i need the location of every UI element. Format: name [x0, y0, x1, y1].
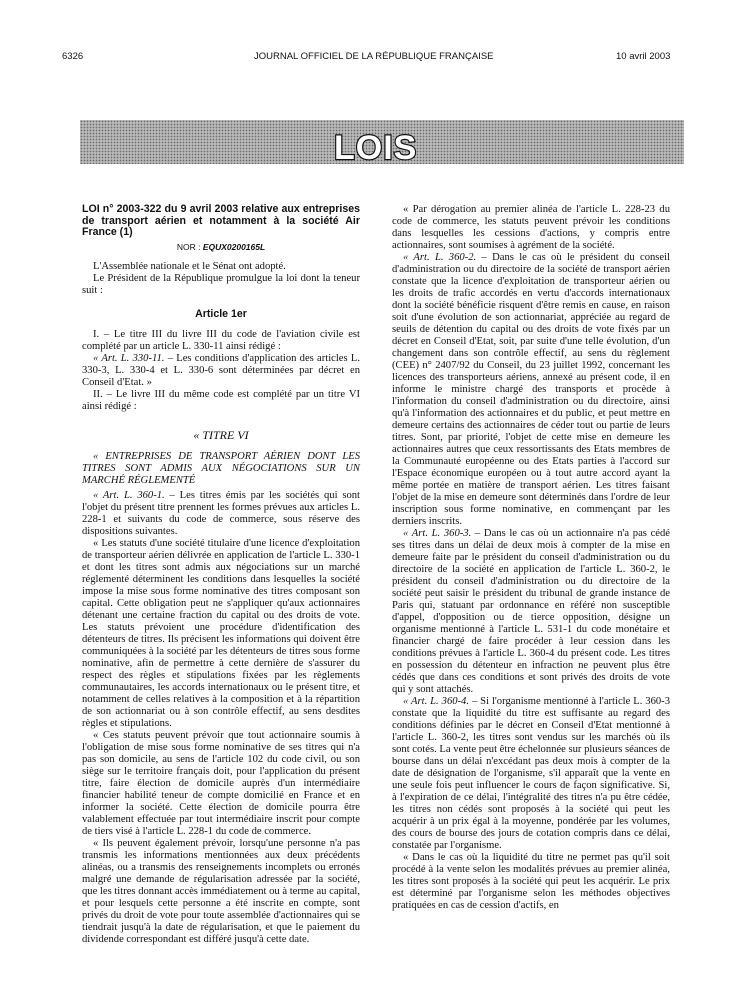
paragraph: « Art. L. 360-3. – Dans le cas où un actionnaire n'a pas cédé ses titres dans un délai de deux mois à compter de la mise en demeure faite par le président du conseil d'administration ou du directoire de la société en application de l'article L. 360-2, le président du conseil d'administration ou du directoire de la société peut saisir le président du tribunal de grande instance de Paris qui, statuant par ordonnance en référé non susceptible d'appel, d'opposition ou de tierce opposition, désigne un organisme mentionné à l'article L. 531-1 du code monétaire et financier chargé de faire procéder à leur cession dans les conditions prévues à l'article L. 360-4 du présent code. Les titres en possession du détenteur en infraction ne peuvent plus être cédés que dans ces conditions et sont privés des droits de vote qui y sont attachés. — [392, 528, 670, 695]
paragraph: L'Assemblée nationale et le Sénat ont adopté. — [93, 260, 286, 272]
journal-title: JOURNAL OFFICIEL DE LA RÉPUBLIQUE FRANÇAISE — [254, 51, 494, 62]
paragraph: « Ils peuvent également prévoir, lorsqu'une personne n'a pas transmis les informations mentionnées aux deux précédents alinéas, ou a transmis des renseignements incomplets ou erronés malgré une demande de régularisation adressée par la société, que les titres donnant accès immédiatement ou à terme au capital, et pour lesquels cette personne a été inscrite en compte, sont privés du droit de vote pour toute assemblée d'actionnaires qui se tiendrait jusqu'à la date de régularisation, et que le paiement du dividende correspondant est différé jusqu'à cette date. — [82, 837, 360, 945]
page-header — [0, 51, 748, 65]
paragraph: « Dans le cas où la liquidité du titre ne permet pas qu'il soit procédé à la vente selon les modalités prévues au premier alinéa, les titres sont proposés à la société qui peut les acquérir. Le prix est déterminé par l'organisme selon les méthodes objectives pratiquées en cas de cession d'actifs, en — [392, 852, 670, 911]
page-number: 6326 — [62, 51, 84, 62]
article-ref: « Art. L. 360-1. — [93, 489, 165, 501]
paragraph: « Les statuts d'une société titulaire d'une licence d'exploitation de transporteur aérien délivrée en application de l'article L. 330-1 et dont les titres sont admis aux négociations sur un marché réglementé déterminent les conditions dans lesquelles la société impose la mise sous forme nominative des titres composant son capital. Cette obligation peut ne s'appliquer qu'aux actionnaires détenant une certaine fraction du capital ou des droits de vote. Les statuts prévoient une procédure d'identification des détenteurs de titres. Ils précisent les informations qui doivent être communiquées à la société par les détenteurs de titres sous forme nominative, afin de permettre à cette dernière de s'assurer du respect des règles et stipulations fixées par les règlements communautaires, les accords internationaux ou le présent titre, et notamment de celles relatives à la composition et à la répartition de son actionnariat ou à son contrôle effectif, au sens desdites règles et stipulations. — [82, 537, 360, 729]
right-column — [392, 204, 670, 912]
publication-date: 10 avril 2003 — [616, 51, 671, 62]
paragraph: « Art. L. 330-11. – Les conditions d'application des articles L. 330-3, L. 330-4 et L. 330-6 sont déterminées par décret en Conseil d'Etat. » — [82, 352, 361, 388]
article-heading: Article 1er — [195, 307, 247, 320]
left-column — [82, 204, 360, 946]
article-ref: « Art. L. 360-2. — [403, 252, 477, 263]
paragraph: « Par dérogation au premier alinéa de l'article L. 228-23 du code de commerce, les statuts peuvent prévoir les conditions dans lesquelles les cessions d'actions, y compris entre actionnaires, sont soumises à agrément de la société. — [392, 204, 670, 251]
nor-code: EQUX0200165L — [202, 241, 266, 252]
titre-subheading: « ENTREPRISES DE TRANSPORT AÉRIEN DONT LES TITRES SONT ADMIS AUX NÉGOCIATIONS SUR UN MARCHÉ RÉGLEMENTÉ — [82, 450, 360, 486]
paragraph: « Art. L. 360-4. – Si l'organisme mentionné à l'article L. 360-3 constate que la liquidité du titre est suffisante au regard des conditions définies par le décret en Conseil d'Etat mentionné à l'article L. 360-2, les titres sont vendus sur les marchés où ils sont cotés. La vente peut être échelonnée sur plusieurs séances de bourse dans un délai n'excédant pas deux mois à compter de la date de désignation de l'organisme, s'il apparaît que la vente en une seule fois peut influencer le cours de façon significative. Si, à l'expiration de ce délai, l'intégralité des titres n'a pu être cédée, les titres non cédés sont proposés à la société qui peut les acquérir à un prix égal à la moyenne, pondérée par les volumes, des cours de bourse des jours de cotation compris dans ce délai, constatée par l'organisme. — [392, 696, 671, 851]
paragraph: II. – Le livre III du même code est complété par un titre VI ainsi rédigé : — [82, 388, 360, 412]
article-ref: « Art. L. 360-3. — [403, 528, 472, 539]
paragraph: « Ces statuts peuvent prévoir que tout actionnaire soumis à l'obligation de mise sous forme nominative de ses titres qui n'a pas son domicile, au sens de l'article 102 du code civil, ou son siège sur le territoire français doit, pour l'application du présent titre, faire élection de domicile auprès d'un intermédiaire financier habilité teneur de compte domicilié en France et en informer la société. Cette élection de domicile pourra être valablement effectuée par tout intermédiaire inscrit pour compte de tiers visé à l'article L. 228-1 du code de commerce. — [82, 729, 360, 837]
article-ref: « Art. L. 330-11. — [93, 352, 165, 364]
article-ref: « Art. L. 360-4. — [403, 696, 470, 707]
section-title: LOIS — [334, 129, 418, 167]
paragraph: « Art. L. 360-1. – Les titres émis par les sociétés qui sont l'objet du présent titre prennent les formes prévues aux articles L. 228-1 et suivants du code de commerce, sous réserve des dispositions suivantes. — [82, 489, 361, 537]
paragraph: Le Président de la République promulgue la loi dont la teneur suit : — [82, 272, 360, 296]
paragraph: « Art. L. 360-2. – Dans le cas où le président du conseil d'administration ou du directoire de la société de transport aérien constate que la licence d'exploitation de transporteur aérien ou les droits de trafic accordés en vertu d'accords internationaux dont la société bénéficie risquent d'être remis en cause, en raison soit d'une évolution de son actionnariat, appréciée au regard de seuils de détention du capital ou des droits de vote fixés par un décret en Conseil d'Etat, soit, par suite d'une telle évolution, d'un changement dans son contrôle effectif, au sens du règlement (CEE) n° 2407/92 du Conseil, du 23 juillet 1992, concernant les licences des transporteurs aériens, annexé au présent code, il en informe le ministre chargé des transports et procède à l'information du conseil d'administration ou du directoire, ainsi qu'à l'information des actionnaires et du public, et peut mettre en demeure certains des actionnaires de céder tout ou partie de leurs titres. Sont, par priorité, l'objet de cette mise en demeure les actionnaires autres que ceux ressortissants des Etats membres de la Communauté européenne ou des Etats parties à l'accord sur l'Espace économique européen ou à tout autre accord ayant la même portée en matière de transport aérien. Les titres faisant l'objet de la mise en demeure sont déterminés dans l'ordre de leur inscription sous forme nominative, en commençant par les derniers inscrits. — [392, 252, 671, 527]
law-title: LOI n° 2003-322 du 9 avril 2003 relative aux entreprises de transport aérien et notamment à la société Air France (1) — [82, 203, 360, 239]
titre-heading: « TITRE VI — [193, 427, 249, 442]
paragraph: I. – Le titre III du livre III du code de l'aviation civile est complété par un article L. 330-11 ainsi rédigé : — [82, 328, 360, 352]
nor-reference: NOR : EQUX0200165L — [176, 241, 266, 252]
